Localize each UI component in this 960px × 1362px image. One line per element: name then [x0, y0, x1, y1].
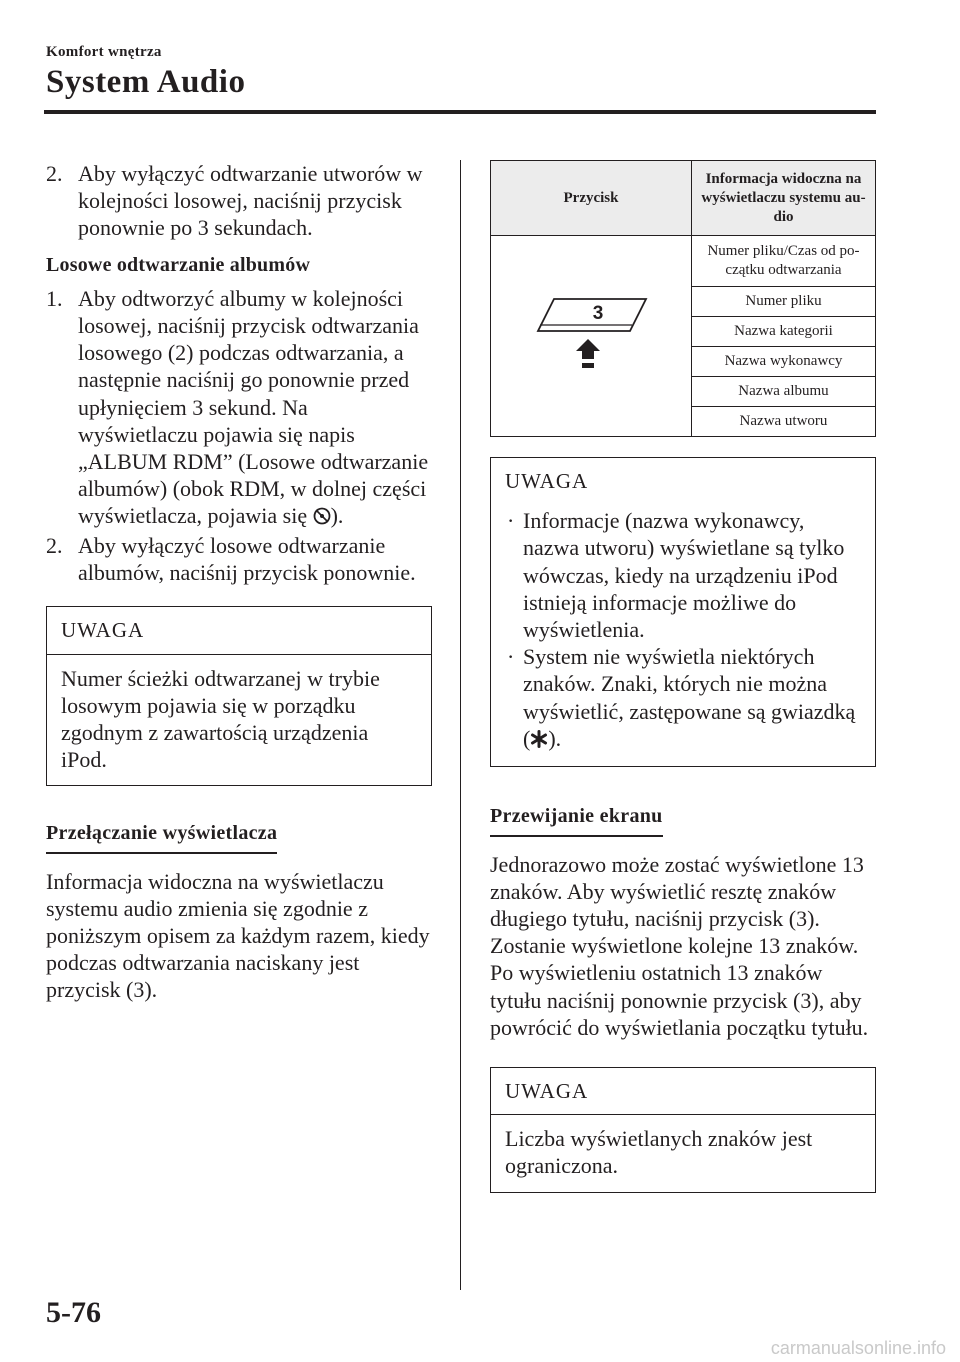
note-title: UWAGA — [47, 607, 431, 654]
table-row: Nazwa wykonawcy — [692, 347, 876, 377]
button-number-label: 3 — [592, 303, 604, 324]
list-item — [46, 160, 432, 242]
column-divider — [460, 160, 461, 1290]
table-row: Nazwa utworu — [692, 407, 876, 437]
bullet-text: Informacje (nazwa wykonawcy, nazwa utworu) wyświetlane są tylko wówczas, kiedy na urządzeniu iPod istnieją informacje możliwe do wyświetlenia. — [523, 508, 845, 643]
left-column — [46, 160, 432, 1004]
item-number: 1. — [46, 285, 63, 311]
table-row: Numer pliku/Czas od po-czątku odtwarzania — [692, 236, 876, 287]
scroll-paragraph: Jednorazowo może zostać wyświetlone 13 znaków. Aby wyświetlić resztę znaków długiego tytułu, naciśnij przycisk (3). Zostanie wyświetlone kolejne 13 znaków. Po wyświetleniu ostatnich 13 znaków tytułu naciśnij ponownie przycisk (3), aby powrócić do wyświetlania początku tytułu. — [490, 851, 869, 1040]
list-item — [46, 532, 432, 586]
item-text: Aby wyłączyć losowe odtwarzanie albumów, naciśnij przycisk ponownie. — [78, 532, 416, 586]
subheading-album-random: Losowe odtwarzanie albumów — [46, 253, 311, 276]
button-press-icon — [526, 287, 656, 379]
watermark: carmanualsonline.info — [770, 1338, 946, 1358]
note-box — [490, 457, 876, 767]
item-number: 2. — [46, 532, 63, 558]
table-row: Nazwa kategorii — [692, 317, 876, 347]
asterisk-icon — [530, 727, 548, 754]
note-box — [490, 1067, 876, 1193]
page-number: 5-76 — [46, 1296, 101, 1329]
section-label: Komfort wnętrza — [46, 44, 162, 60]
table-header-info: Informacja widoczna na wyświetlaczu systemu au-dio — [692, 161, 876, 236]
bullet-text-end: ). — [548, 725, 562, 751]
bullet-mark: · — [507, 508, 515, 534]
table-header-button: Przycisk — [491, 161, 692, 236]
note-bullet — [505, 643, 861, 754]
list-item — [46, 285, 432, 532]
right-column — [490, 160, 876, 1193]
bullet-text: System nie wyświetla niektórych znaków. Znaki, których nie można wyświetlić, zastępowane są gwiazdką ( — [523, 644, 856, 751]
heading-display-switch: Przełączanie wyświetlacza — [46, 820, 277, 853]
note-box — [46, 606, 432, 786]
bullet-mark: · — [507, 644, 515, 670]
note-title: UWAGA — [491, 1068, 875, 1115]
item-text-end: ). — [330, 503, 344, 529]
note-text: Numer ścieżki odtwarzanej w trybie losowym pojawia się w porządku zgodnym z zawartością urządzenia iPod. — [61, 665, 380, 773]
header-rule — [44, 110, 876, 114]
note-text: Liczba wyświetlanych znaków jest ograniczona. — [505, 1126, 813, 1179]
button-illustration-cell — [491, 236, 692, 437]
display-paragraph: Informacja widoczna na wyświetlaczu systemu audio zmienia się zgodnie z poniższym opisem za każdym razem, kiedy podczas odtwarzania naciskany jest przycisk (3). — [46, 868, 430, 1003]
heading-screen-scroll: Przewijanie ekranu — [490, 803, 663, 836]
display-info-table — [490, 160, 876, 437]
note-title: UWAGA — [505, 469, 589, 493]
random-disc-icon — [313, 505, 331, 532]
page-title: System Audio — [46, 64, 246, 100]
table-row: Nazwa albumu — [692, 377, 876, 407]
item-text: Aby wyłączyć odtwarzanie utworów w kolejności losowej, naciśnij przycisk ponownie po 3 sekundach. — [78, 161, 423, 241]
note-bullet — [505, 507, 861, 643]
item-text: Aby odtworzyć albumy w kolejności losowej, naciśnij przycisk odtwarzania losowego (2) podczas odtwarzania, a następnie naciśnij go ponownie przed upłynięciem 3 sekund. Na wyświetlaczu pojawia się napis „ALBUM RDM” (Losowe odtwarzanie albumów) (obok RDM, w dolnej części wyświetlacza, pojawia się — [78, 285, 429, 529]
item-number: 2. — [46, 161, 63, 186]
table-row: Numer pliku — [692, 287, 876, 317]
